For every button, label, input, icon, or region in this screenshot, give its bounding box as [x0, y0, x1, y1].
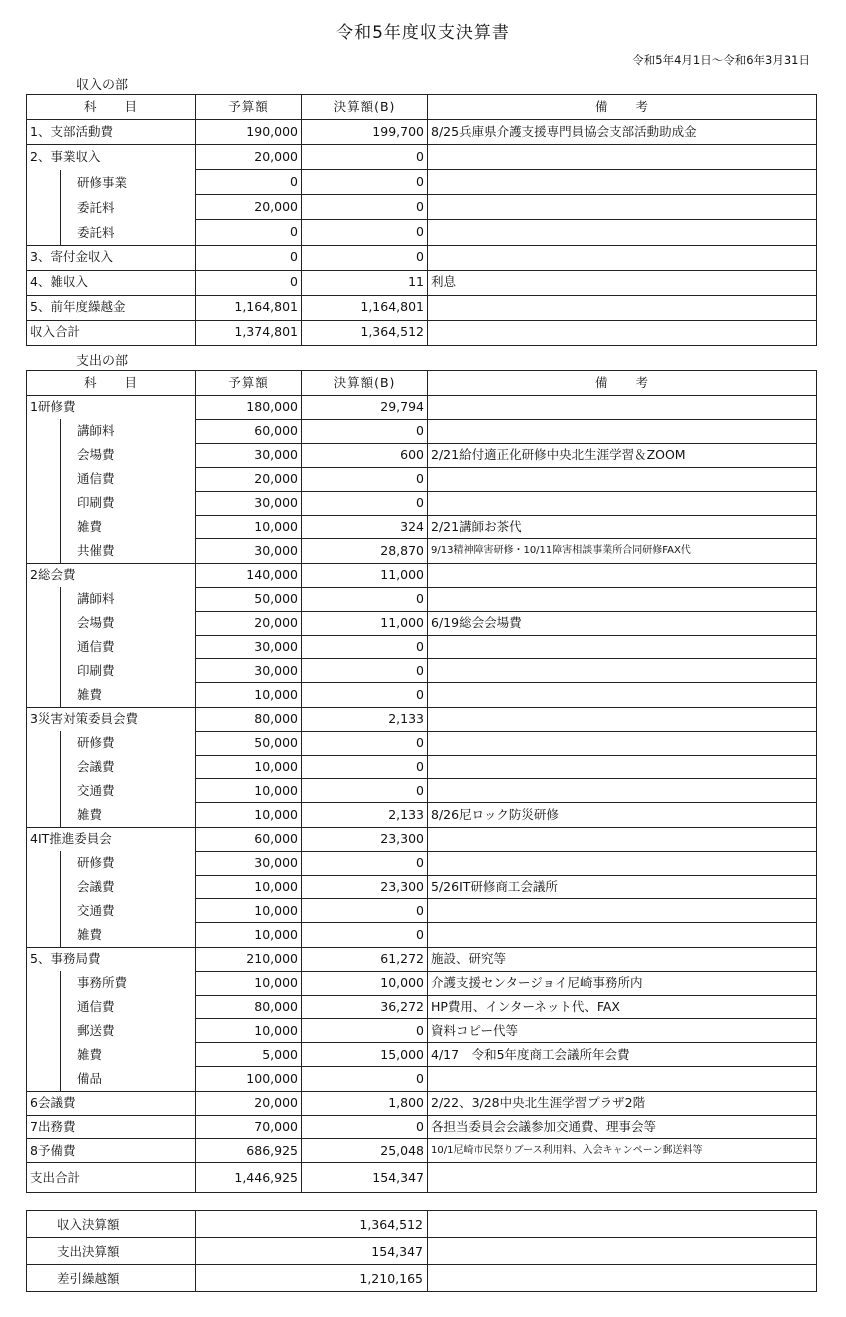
ledger-row	[27, 491, 817, 515]
item-name-text: 会場費	[60, 611, 192, 635]
budget-amount: 10,000	[196, 923, 302, 947]
remarks	[428, 635, 817, 659]
item-name: 8予備費	[27, 1139, 196, 1163]
summary-value: 1,364,512	[196, 1211, 428, 1238]
actual-amount: 0	[302, 491, 428, 515]
remarks	[428, 170, 817, 195]
actual-amount: 28,870	[302, 539, 428, 563]
budget-amount: 140,000	[196, 563, 302, 587]
item-name	[27, 1043, 196, 1067]
item-name-text: 講師料	[60, 419, 192, 443]
item-name	[27, 467, 196, 491]
budget-amount: 190,000	[196, 120, 302, 145]
actual-amount: 23,300	[302, 827, 428, 851]
remarks: 施設、研究等	[428, 947, 817, 971]
remarks: 8/26尼ロック防災研修	[428, 803, 817, 827]
actual-amount: 0	[302, 755, 428, 779]
actual-amount: 0	[302, 145, 428, 170]
budget-amount: 60,000	[196, 419, 302, 443]
budget-amount: 30,000	[196, 659, 302, 683]
ledger-row	[27, 443, 817, 467]
actual-amount: 11	[302, 270, 428, 295]
expense-section-label: 支出の部	[76, 354, 129, 369]
remarks: 介護支援センタージョイ尼崎事務所内	[428, 971, 817, 995]
actual-amount: 0	[302, 923, 428, 947]
item-name	[27, 899, 196, 923]
summary-label: 支出決算額	[27, 1238, 196, 1265]
item-name	[27, 683, 196, 707]
item-name	[27, 971, 196, 995]
ledger-row	[27, 995, 817, 1019]
remarks	[428, 899, 817, 923]
item-name	[27, 779, 196, 803]
summary-value: 154,347	[196, 1238, 428, 1265]
actual-amount: 0	[302, 245, 428, 270]
item-name	[27, 587, 196, 611]
actual-amount: 10,000	[302, 971, 428, 995]
remarks	[428, 923, 817, 947]
item-name	[27, 220, 196, 246]
ledger-row	[27, 419, 817, 443]
budget-amount: 1,374,801	[196, 320, 302, 345]
header-actual: 決算額(B)	[302, 371, 428, 396]
item-name	[27, 851, 196, 875]
actual-amount: 11,000	[302, 563, 428, 587]
actual-amount: 0	[302, 683, 428, 707]
remarks: 8/25兵庫県介護支援専門員協会支部活動助成金	[428, 120, 817, 145]
item-name: 収入合計	[27, 320, 196, 345]
income-table	[26, 94, 817, 346]
ledger-row	[27, 851, 817, 875]
actual-amount: 23,300	[302, 875, 428, 899]
actual-amount: 2,133	[302, 707, 428, 731]
ledger-row	[27, 295, 817, 320]
budget-amount: 50,000	[196, 587, 302, 611]
summary-blank	[428, 1211, 817, 1238]
item-name-text: 雑費	[60, 1043, 192, 1067]
ledger-row	[27, 1043, 817, 1067]
summary-value: 1,210,165	[196, 1265, 428, 1292]
ledger-row	[27, 707, 817, 731]
remarks	[428, 467, 817, 491]
actual-amount: 0	[302, 731, 428, 755]
actual-amount: 0	[302, 851, 428, 875]
actual-amount: 0	[302, 467, 428, 491]
header-budget: 予算額	[196, 95, 302, 120]
item-name	[27, 443, 196, 467]
budget-amount: 0	[196, 170, 302, 195]
budget-amount: 10,000	[196, 1019, 302, 1043]
item-name: 支出合計	[27, 1163, 196, 1193]
remarks: 資料コピー代等	[428, 1019, 817, 1043]
item-name-text: 備品	[60, 1067, 192, 1091]
budget-amount: 20,000	[196, 467, 302, 491]
remarks	[428, 220, 817, 246]
header-row	[27, 95, 817, 120]
remarks	[428, 827, 817, 851]
remarks: 6/19総会会場費	[428, 611, 817, 635]
item-name: 1研修費	[27, 396, 196, 420]
item-name-text: 委託料	[60, 220, 192, 245]
remarks	[428, 755, 817, 779]
ledger-row	[27, 1163, 817, 1193]
item-name-text: 会議費	[60, 875, 192, 899]
ledger-row	[27, 731, 817, 755]
summary-label: 収入決算額	[27, 1211, 196, 1238]
ledger-row	[27, 587, 817, 611]
summary-label: 差引繰越額	[27, 1265, 196, 1292]
ledger-row	[27, 220, 817, 246]
budget-amount: 10,000	[196, 803, 302, 827]
item-name	[27, 803, 196, 827]
remarks	[428, 419, 817, 443]
item-name	[27, 659, 196, 683]
actual-amount: 0	[302, 220, 428, 246]
actual-amount: 0	[302, 659, 428, 683]
item-name-text: 印刷費	[60, 491, 192, 515]
actual-amount: 0	[302, 635, 428, 659]
remarks: 10/1尼崎市民祭りブース利用料、入会キャンペーン郵送料等	[428, 1139, 817, 1163]
ledger-row	[27, 195, 817, 220]
remarks: 9/13精神障害研修・10/11障害相談事業所合同研修FAX代	[428, 539, 817, 563]
actual-amount: 154,347	[302, 1163, 428, 1193]
ledger-row	[27, 1067, 817, 1091]
actual-amount: 0	[302, 195, 428, 220]
summary-blank	[428, 1238, 817, 1265]
remarks	[428, 1163, 817, 1193]
item-name	[27, 195, 196, 220]
ledger-row	[27, 827, 817, 851]
budget-amount: 10,000	[196, 515, 302, 539]
budget-amount: 80,000	[196, 707, 302, 731]
remarks: 5/26IT研修商工会議所	[428, 875, 817, 899]
item-name-text: 雑費	[60, 923, 192, 947]
ledger-row	[27, 755, 817, 779]
ledger-row	[27, 779, 817, 803]
item-name	[27, 491, 196, 515]
actual-amount: 25,048	[302, 1139, 428, 1163]
header-subject: 科 目	[27, 371, 196, 396]
remarks: 4/17 令和5年度商工会議所年会費	[428, 1043, 817, 1067]
ledger-row	[27, 320, 817, 345]
actual-amount: 1,364,512	[302, 320, 428, 345]
budget-amount: 5,000	[196, 1043, 302, 1067]
item-name-text: 交通費	[60, 779, 192, 803]
remarks	[428, 491, 817, 515]
item-name-text: 研修事業	[60, 170, 192, 195]
header-remarks: 備 考	[428, 371, 817, 396]
actual-amount: 1,800	[302, 1091, 428, 1115]
remarks	[428, 731, 817, 755]
remarks	[428, 587, 817, 611]
budget-amount: 10,000	[196, 899, 302, 923]
item-name: 4IT推進委員会	[27, 827, 196, 851]
header-actual: 決算額(B)	[302, 95, 428, 120]
ledger-row	[27, 659, 817, 683]
item-name-text: 郵送費	[60, 1019, 192, 1043]
remarks: 2/21講師お茶代	[428, 515, 817, 539]
item-name: 3災害対策委員会費	[27, 707, 196, 731]
actual-amount: 1,164,801	[302, 295, 428, 320]
item-name: 6会議費	[27, 1091, 196, 1115]
budget-amount: 20,000	[196, 611, 302, 635]
actual-amount: 11,000	[302, 611, 428, 635]
item-name: 2総会費	[27, 563, 196, 587]
budget-amount: 20,000	[196, 195, 302, 220]
item-name	[27, 611, 196, 635]
ledger-row	[27, 145, 817, 170]
header-row	[27, 371, 817, 396]
budget-amount: 30,000	[196, 443, 302, 467]
item-name	[27, 635, 196, 659]
expense-table	[26, 370, 817, 1193]
actual-amount: 0	[302, 170, 428, 195]
ledger-row	[27, 539, 817, 563]
item-name	[27, 1019, 196, 1043]
budget-amount: 10,000	[196, 683, 302, 707]
item-name-text: 事務所費	[60, 971, 192, 995]
item-name-text: 雑費	[60, 515, 192, 539]
actual-amount: 199,700	[302, 120, 428, 145]
remarks	[428, 683, 817, 707]
item-name-text: 通信費	[60, 467, 192, 491]
ledger-row	[27, 120, 817, 145]
budget-amount: 100,000	[196, 1067, 302, 1091]
ledger-row	[27, 396, 817, 420]
actual-amount: 0	[302, 1019, 428, 1043]
summary-row	[27, 1211, 817, 1238]
item-name	[27, 755, 196, 779]
item-name	[27, 731, 196, 755]
remarks	[428, 563, 817, 587]
ledger-row	[27, 875, 817, 899]
ledger-row	[27, 515, 817, 539]
item-name-text: 研修費	[60, 731, 192, 755]
budget-amount: 70,000	[196, 1115, 302, 1139]
actual-amount: 0	[302, 779, 428, 803]
item-name: 2、事業収入	[27, 145, 196, 170]
item-name: 1、支部活動費	[27, 120, 196, 145]
ledger-row	[27, 611, 817, 635]
actual-amount: 2,133	[302, 803, 428, 827]
remarks	[428, 1067, 817, 1091]
budget-amount: 50,000	[196, 731, 302, 755]
budget-amount: 10,000	[196, 779, 302, 803]
ledger-row	[27, 1019, 817, 1043]
budget-amount: 30,000	[196, 491, 302, 515]
item-name: 3、寄付金収入	[27, 245, 196, 270]
remarks: 利息	[428, 270, 817, 295]
ledger-row	[27, 563, 817, 587]
actual-amount: 324	[302, 515, 428, 539]
ledger-row	[27, 1091, 817, 1115]
remarks	[428, 245, 817, 270]
ledger-row	[27, 923, 817, 947]
remarks	[428, 145, 817, 170]
remarks: 2/21給付適正化研修中央北生涯学習＆ZOOM	[428, 443, 817, 467]
item-name-text: 印刷費	[60, 659, 192, 683]
remarks	[428, 320, 817, 345]
budget-amount: 30,000	[196, 539, 302, 563]
header-budget: 予算額	[196, 371, 302, 396]
remarks	[428, 195, 817, 220]
budget-amount: 10,000	[196, 875, 302, 899]
item-name: 4、雑収入	[27, 270, 196, 295]
item-name	[27, 419, 196, 443]
item-name-text: 委託料	[60, 195, 192, 220]
actual-amount: 600	[302, 443, 428, 467]
ledger-row	[27, 467, 817, 491]
item-name-text: 雑費	[60, 683, 192, 707]
ledger-row	[27, 803, 817, 827]
summary-row	[27, 1238, 817, 1265]
document-title: 令和5年度収支決算書	[336, 23, 510, 43]
item-name-text: 会場費	[60, 443, 192, 467]
budget-amount: 0	[196, 245, 302, 270]
budget-amount: 80,000	[196, 995, 302, 1019]
budget-amount: 10,000	[196, 755, 302, 779]
remarks: 2/22、3/28中央北生涯学習プラザ2階	[428, 1091, 817, 1115]
settlement-summary-table	[26, 1210, 817, 1292]
item-name: 7出務費	[27, 1115, 196, 1139]
budget-amount: 0	[196, 270, 302, 295]
ledger-row	[27, 899, 817, 923]
ledger-row	[27, 971, 817, 995]
ledger-row	[27, 170, 817, 195]
budget-amount: 1,164,801	[196, 295, 302, 320]
fiscal-period: 令和5年4月1日～令和6年3月31日	[632, 53, 810, 67]
item-name: 5、前年度繰越金	[27, 295, 196, 320]
item-name	[27, 170, 196, 195]
header-remarks: 備 考	[428, 95, 817, 120]
ledger-row	[27, 270, 817, 295]
actual-amount: 0	[302, 1115, 428, 1139]
ledger-row	[27, 1139, 817, 1163]
budget-amount: 1,446,925	[196, 1163, 302, 1193]
remarks	[428, 396, 817, 420]
item-name-text: 通信費	[60, 995, 192, 1019]
budget-amount: 20,000	[196, 1091, 302, 1115]
actual-amount: 0	[302, 587, 428, 611]
actual-amount: 0	[302, 899, 428, 923]
item-name	[27, 995, 196, 1019]
budget-amount: 60,000	[196, 827, 302, 851]
item-name	[27, 1067, 196, 1091]
item-name-text: 研修費	[60, 851, 192, 875]
item-name	[27, 875, 196, 899]
ledger-row	[27, 1115, 817, 1139]
budget-amount: 30,000	[196, 635, 302, 659]
ledger-row	[27, 947, 817, 971]
ledger-row	[27, 635, 817, 659]
actual-amount: 0	[302, 1067, 428, 1091]
actual-amount: 36,272	[302, 995, 428, 1019]
remarks	[428, 779, 817, 803]
item-name-text: 会議費	[60, 755, 192, 779]
item-name-text: 講師料	[60, 587, 192, 611]
budget-amount: 686,925	[196, 1139, 302, 1163]
income-section-label: 収入の部	[76, 78, 129, 93]
actual-amount: 29,794	[302, 396, 428, 420]
header-subject: 科 目	[27, 95, 196, 120]
item-name	[27, 923, 196, 947]
remarks	[428, 295, 817, 320]
item-name	[27, 539, 196, 563]
remarks: 各担当委員会会議参加交通費、理事会等	[428, 1115, 817, 1139]
remarks	[428, 659, 817, 683]
remarks	[428, 707, 817, 731]
summary-blank	[428, 1265, 817, 1292]
actual-amount: 61,272	[302, 947, 428, 971]
budget-amount: 10,000	[196, 971, 302, 995]
ledger-row	[27, 683, 817, 707]
budget-amount: 0	[196, 220, 302, 246]
ledger-row	[27, 245, 817, 270]
item-name	[27, 515, 196, 539]
budget-amount: 180,000	[196, 396, 302, 420]
budget-amount: 210,000	[196, 947, 302, 971]
remarks: HP費用、インターネット代、FAX	[428, 995, 817, 1019]
item-name: 5、事務局費	[27, 947, 196, 971]
item-name-text: 共催費	[60, 539, 192, 563]
item-name-text: 交通費	[60, 899, 192, 923]
remarks	[428, 851, 817, 875]
budget-amount: 20,000	[196, 145, 302, 170]
actual-amount: 15,000	[302, 1043, 428, 1067]
actual-amount: 0	[302, 419, 428, 443]
summary-row	[27, 1265, 817, 1292]
item-name-text: 雑費	[60, 803, 192, 827]
budget-amount: 30,000	[196, 851, 302, 875]
item-name-text: 通信費	[60, 635, 192, 659]
